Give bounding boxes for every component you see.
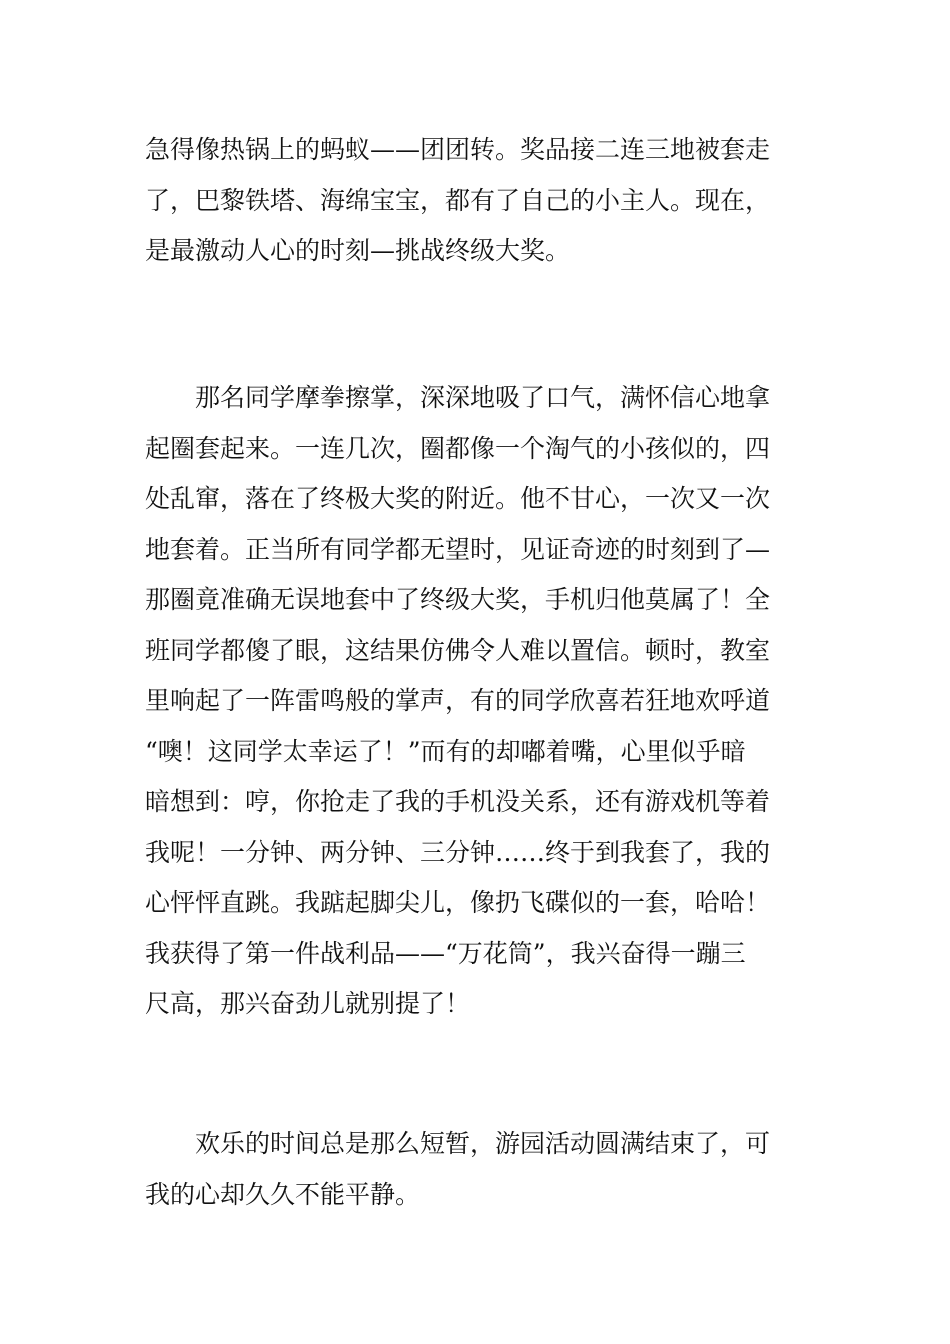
text-line: 了，巴黎铁塔、海绵宝宝，都有了自己的小主人。现在， [145, 185, 771, 215]
text-line: 我获得了第一件战利品——“万花筒”，我兴奋得一蹦三 [145, 938, 746, 968]
text-line: 欢乐的时间总是那么短暂，游园活动圆满结束了，可 [145, 1129, 771, 1158]
paragraph-2 [145, 373, 807, 1030]
text-line: 我呢！一分钟、两分钟、三分钟……终于到我套了，我的 [145, 837, 771, 867]
text-line: 地套着。正当所有同学都无望时，见证奇迹的时刻到了— [145, 534, 771, 564]
text-line: 暗想到：哼，你抢走了我的手机没关系，还有游戏机等着 [145, 787, 771, 816]
text-line: 我的心却久久不能平静。 [145, 1179, 421, 1209]
text-line: 班同学都傻了眼，这结果仿佛令人难以置信。顿时，教室 [145, 635, 771, 665]
paragraph-1 [145, 125, 807, 277]
text-line: 那圈竟准确无误地套中了终级大奖，手机归他莫属了！全 [145, 585, 771, 614]
text-line: 里响起了一阵雷鸣般的掌声，有的同学欣喜若狂地欢呼道 [145, 686, 771, 715]
text-line: 尺高，那兴奋劲儿就别提了！ [145, 989, 471, 1018]
text-line: “噢！这同学太幸运了！”而有的却嘟着嘴，心里似乎暗 [145, 736, 746, 766]
text-line: 那名同学摩拳擦掌，深深地吸了口气，满怀信心地拿 [145, 383, 771, 412]
text-line: 急得像热锅上的蚂蚁——团团转。奖品接二连三地被套走 [145, 135, 771, 164]
text-line: 心怦怦直跳。我踮起脚尖儿，像扔飞碟似的一套，哈哈！ [145, 888, 771, 917]
text-line: 处乱窜，落在了终极大奖的附近。他不甘心，一次又一次 [145, 484, 771, 513]
text-line: 是最激动人心的时刻—挑战终级大奖。 [145, 236, 571, 265]
text-line: 起圈套起来。一连几次，圈都像一个淘气的小孩似的，四 [145, 433, 771, 463]
paragraph-3 [145, 1119, 807, 1220]
